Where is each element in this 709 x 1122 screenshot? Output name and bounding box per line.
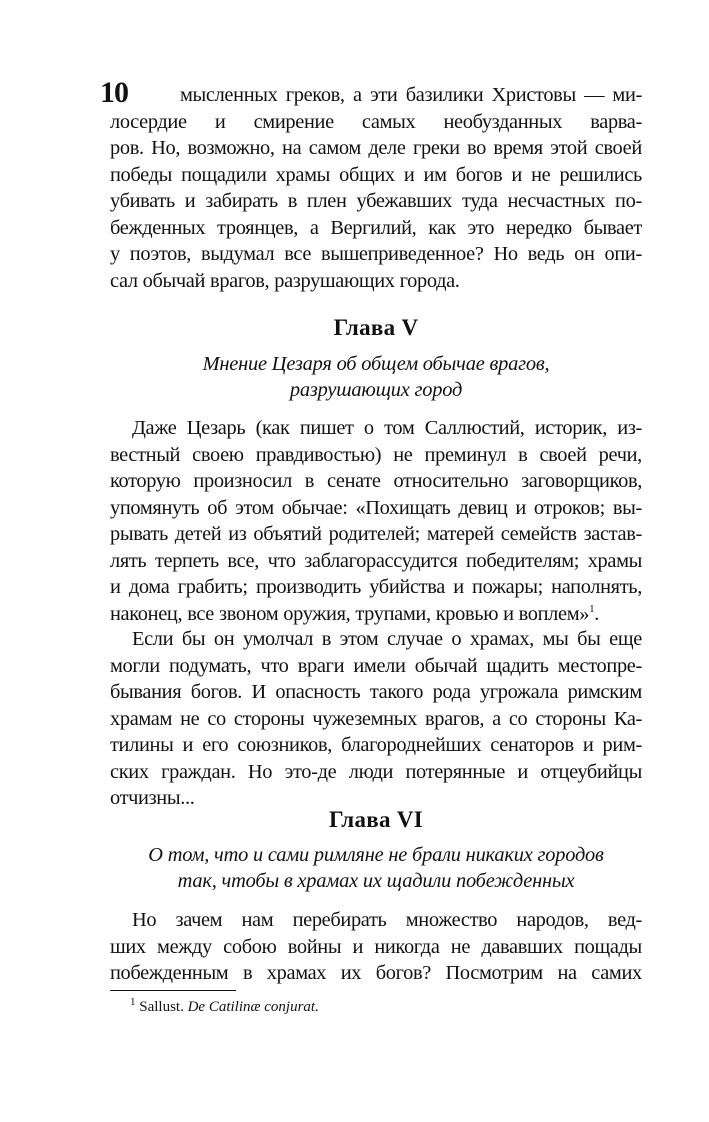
chapter-6-subtitle-line: О том, что и сами римляне не брали никаких городов xyxy=(148,844,604,866)
text-line: сал обычай врагов, разрушающих города. xyxy=(110,269,460,292)
footnote-reference: 1 xyxy=(589,602,595,615)
intro-paragraph xyxy=(110,82,642,294)
text-line: наконец, все звоном оружия, трупами, кровью и воплем»$^1$. xyxy=(110,602,600,625)
text-line: рывать детей из объятий родителей; матерей семейств застав- xyxy=(110,523,642,545)
chapter-6-paragraph-1 xyxy=(110,907,642,987)
text-line: Даже Цезарь (как пишет о том Саллюстий, историк, из- xyxy=(132,417,642,439)
text-line: побежденным в храмах их богов? Посмотрим на самих xyxy=(110,962,642,984)
chapter-5-subtitle xyxy=(110,351,642,403)
text-line: бежденных троянцев, а Вергилий, как это нередко бывает xyxy=(110,216,642,239)
footnote-marker: 1 xyxy=(130,996,136,1008)
text-line: упомянуть об этом обычае: «Похищать девиц и отроков; вы- xyxy=(110,496,642,519)
text-line: ских граждан. Но это-де люди потерянные и отцеубийцы xyxy=(110,760,642,783)
chapter-5-subtitle-line: разрушающих город xyxy=(289,379,463,401)
chapter-6-heading: Глава VI xyxy=(328,807,424,832)
chapter-5-heading: Глава V xyxy=(333,315,419,340)
text-line: Но зачем нам перебирать множество народов, вед- xyxy=(132,909,642,931)
text-line: отчизны... xyxy=(110,787,195,809)
chapter-5-paragraph-1 xyxy=(110,415,642,627)
text-line: могли подумать, что враги имели обычай щадить местопре- xyxy=(110,654,642,677)
text-line: лосердие и смирение самых необузданных варва- xyxy=(110,110,642,133)
chapter-6-subtitle xyxy=(110,842,642,894)
chapter-6-subtitle-line: так, чтобы в храмах их щадили побежденных xyxy=(177,870,575,892)
text-line: ших между собою войны и никогда не дававших пощады xyxy=(110,935,642,958)
text-line: у поэтов, выдумал все вышеприведенное? Но ведь он опи- xyxy=(110,243,642,265)
page-number: 10 xyxy=(100,76,128,109)
text-line: и дома грабить; производить убийства и пожары; наполнять, xyxy=(110,576,642,598)
text-line: победы пощадили храмы общих и им богов и не решились xyxy=(110,163,642,186)
footnote xyxy=(130,996,319,1016)
text-line: мысленных греков, а эти базилики Христовы — ми- xyxy=(180,84,642,106)
chapter-5-subtitle-line: Мнение Цезаря об общем обычае врагов, xyxy=(202,353,550,375)
chapter-5-paragraph-2 xyxy=(110,626,642,812)
text-line: храмам не со стороны чужеземных врагов, а со стороны Ка- xyxy=(110,707,642,730)
footnote-source: De Catilinæ conjurat. xyxy=(187,999,319,1015)
text-line: Если бы он умолчал в этом случае о храмах, мы бы еще xyxy=(132,628,642,650)
text-line: лять терпеть все, что заблагорассудится победителям; храмы xyxy=(110,549,642,572)
text-line: тилины и его союзников, благороднейших сенаторов и рим- xyxy=(110,734,642,756)
footnote-divider xyxy=(110,990,236,991)
text-line: ров. Но, возможно, на самом деле греки во время этой своей xyxy=(110,137,642,159)
text-line: убивать и забирать в плен убежавших туда несчастных по- xyxy=(110,190,642,212)
footnote-author: Sallust. xyxy=(139,999,184,1015)
text-line: которую произносил в сенате относительно заговорщиков, xyxy=(110,470,642,492)
text-line: вестный своею правдивостью) не преминул в своей речи, xyxy=(110,443,642,466)
text-line: бывания богов. И опасность такого рода угрожала римским xyxy=(110,681,642,703)
